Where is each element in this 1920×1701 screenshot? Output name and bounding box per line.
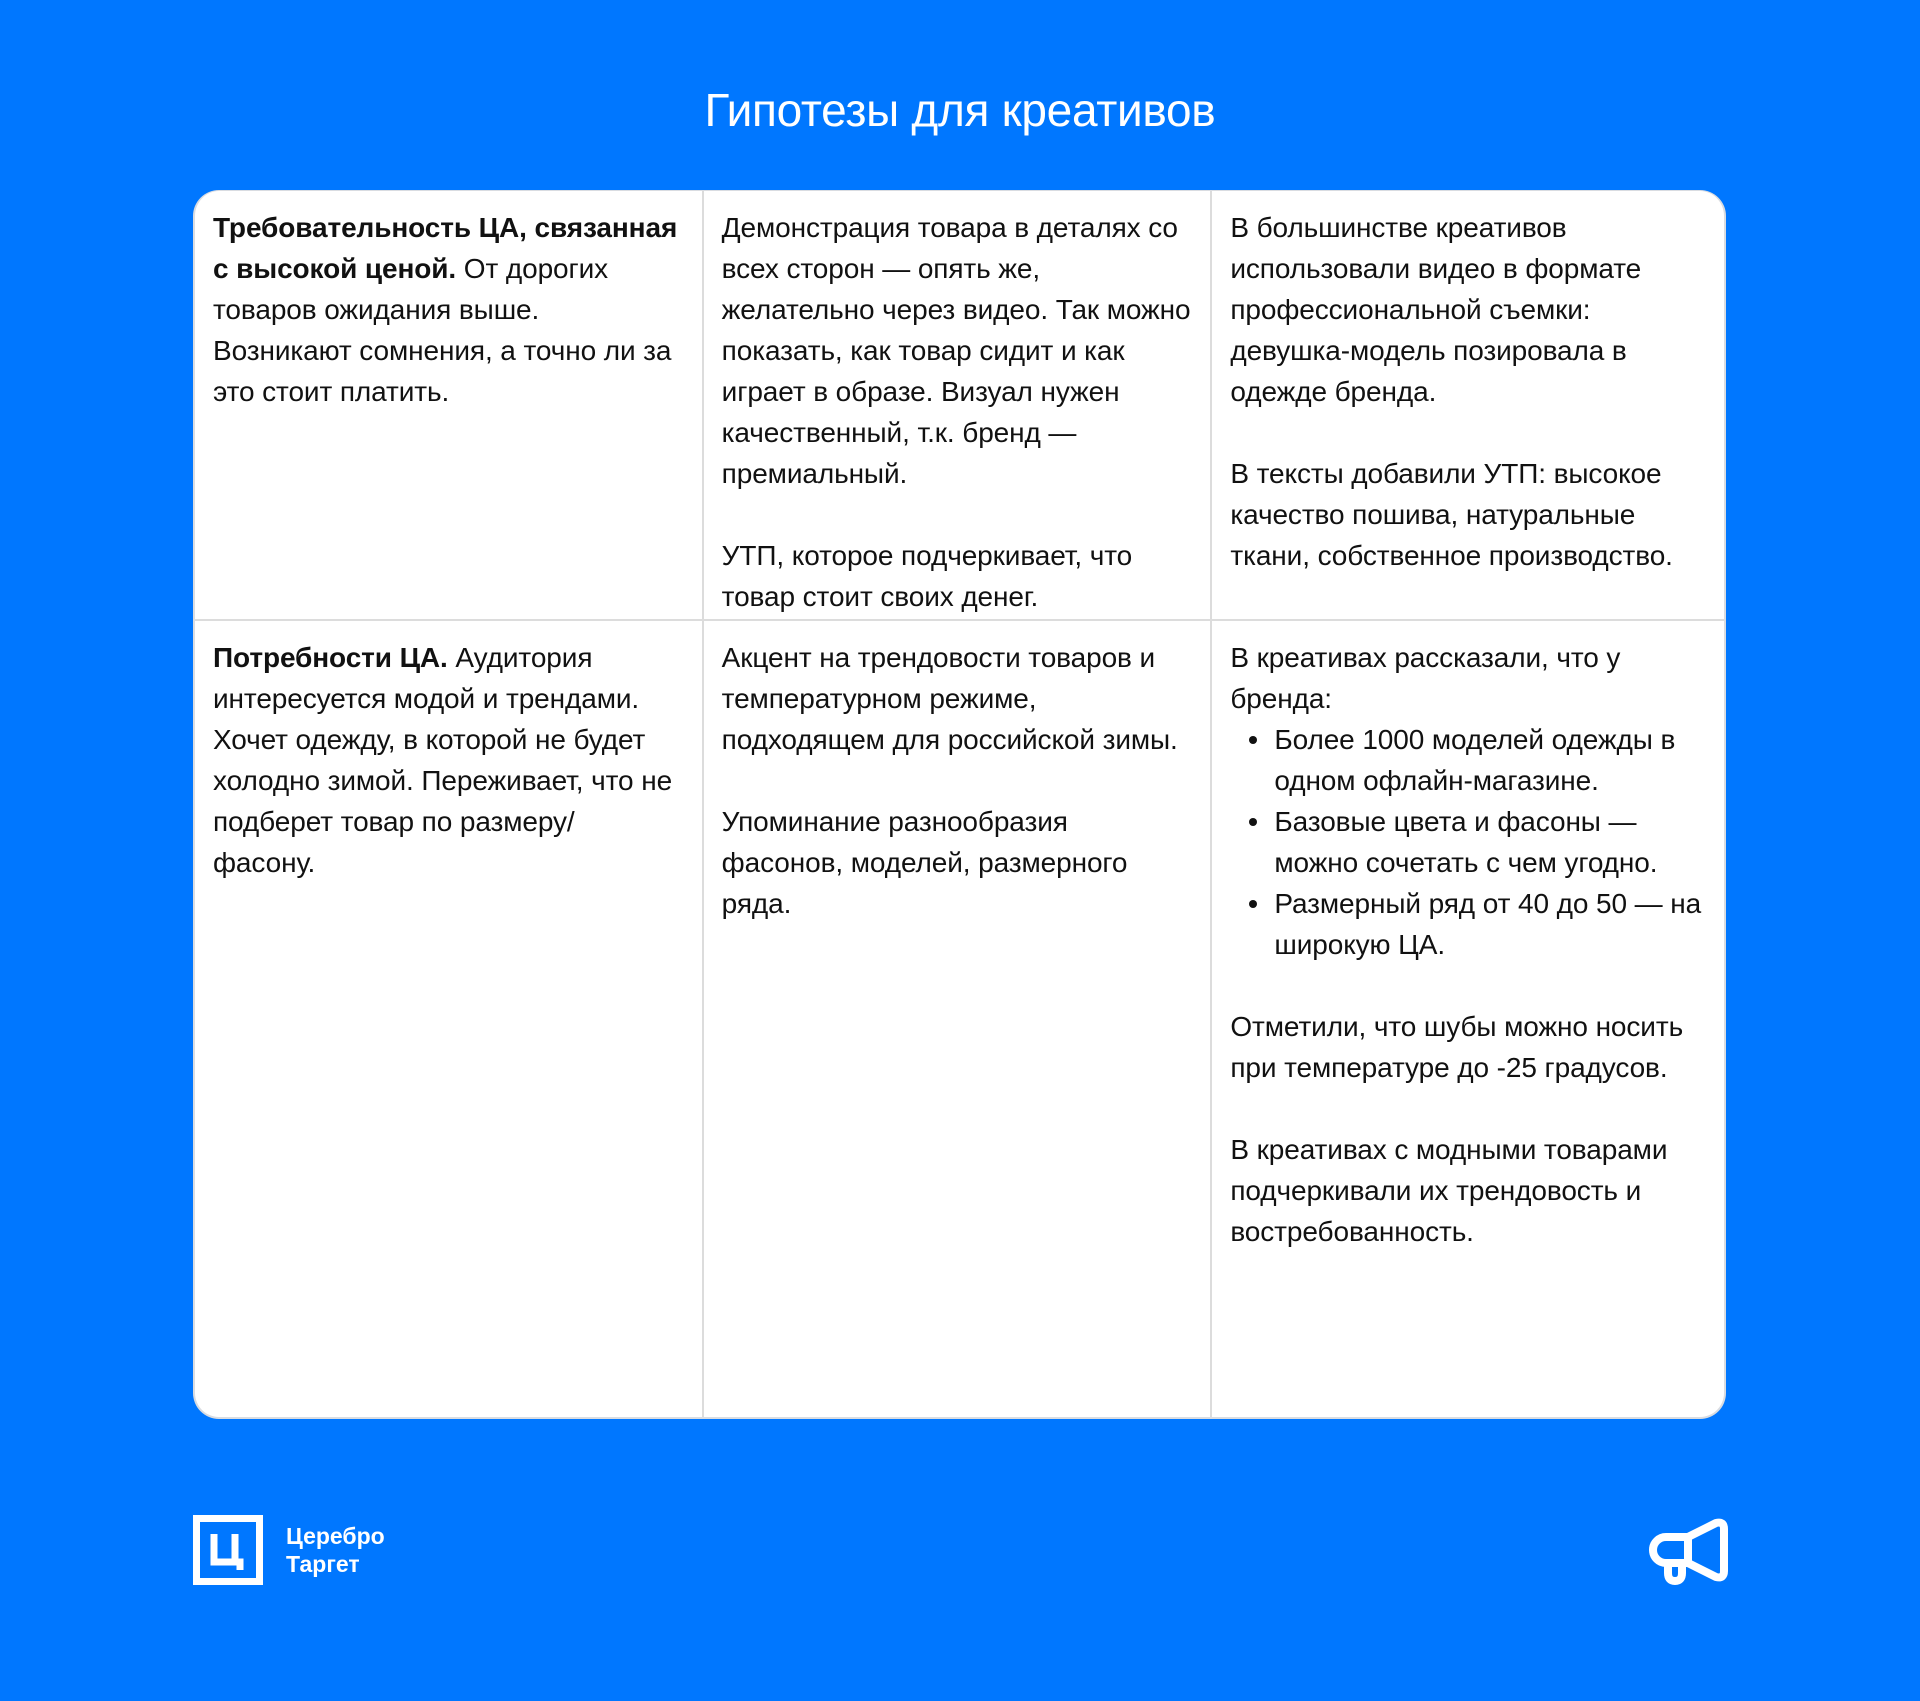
cell-paragraph: Отметили, что шубы можно носить при температуре до -25 градусов. [1230,1011,1684,1083]
logo-wordmark [286,1522,385,1578]
cell-text [213,637,684,883]
cell-body: От дорогих товаров ожидания выше. Возникают сомнения, а точно ли за это стоит платить. [213,253,672,407]
logo-letter-icon [206,1528,250,1572]
cell-heading: Потребности ЦА. [213,642,448,673]
bullet-item: Размерный ряд от 40 до 50 — на широкую ЦА. [1274,883,1706,965]
bullet-block [1230,637,1706,965]
cell-paragraph: В креативах с модными товарами подчеркивали их трендовость и востребованность. [1230,1134,1668,1247]
cell-paragraph: В большинстве креативов использовали видео в формате профессиональной съемки: девушка-модель позировала в одежде бренда. [1230,212,1642,407]
logo-line-1: Церебро [286,1523,385,1549]
bullet-item: Базовые цвета и фасоны — можно сочетать с чем угодно. [1274,801,1706,883]
table-cell-problem [195,621,704,1419]
table-cell-hypothesis [704,621,1213,1419]
bullet-item: Более 1000 моделей одежды в одном офлайн-магазине. [1274,719,1706,801]
page-title: Гипотезы для креативов [704,84,1216,136]
cell-text [213,207,684,412]
cell-heading: Требовательность ЦА, связанная с высокой ценой. [213,212,678,284]
brand-logo [193,1515,385,1585]
cell-paragraph: Упоминание разнообразия фасонов, моделей, размерного ряда. [721,806,1128,919]
table-cell-implementation [1212,621,1724,1419]
cell-paragraph: В тексты добавили УТП: высокое качество пошива, натуральные ткани, собственное производство. [1230,458,1673,571]
cell-paragraph: Демонстрация товара в деталях со всех сторон — опять же, желательно через видео. Так можно показать, как товар сидит и как играет в образе. Визуал нужен качественный, т.к. бренд — премиальный. [721,212,1191,489]
table-cell-problem [195,191,704,619]
logo-mark-icon [193,1515,263,1585]
table-cell-hypothesis [704,191,1213,619]
cell-paragraph: В креативах рассказали, что у бренда: [1230,642,1621,714]
table-row [195,191,1724,621]
cell-paragraph: Акцент на трендовости товаров и температурном режиме, подходящем для российской зимы. [721,642,1178,755]
cell-paragraph: УТП, которое подчеркивает, что товар стоит своих денег. [721,540,1133,612]
bullet-list [1230,719,1706,965]
table-row [195,621,1724,1419]
logo-line-2: Таргет [286,1551,360,1577]
hypotheses-table [193,190,1726,1419]
table-cell-implementation [1212,191,1724,619]
megaphone-icon [1646,1515,1730,1587]
cell-body: Аудитория интересуется модой и трендами. Хочет одежду, в которой не будет холодно зимой. Переживает, что не подберет товар по размеру/ фасону. [213,642,673,878]
